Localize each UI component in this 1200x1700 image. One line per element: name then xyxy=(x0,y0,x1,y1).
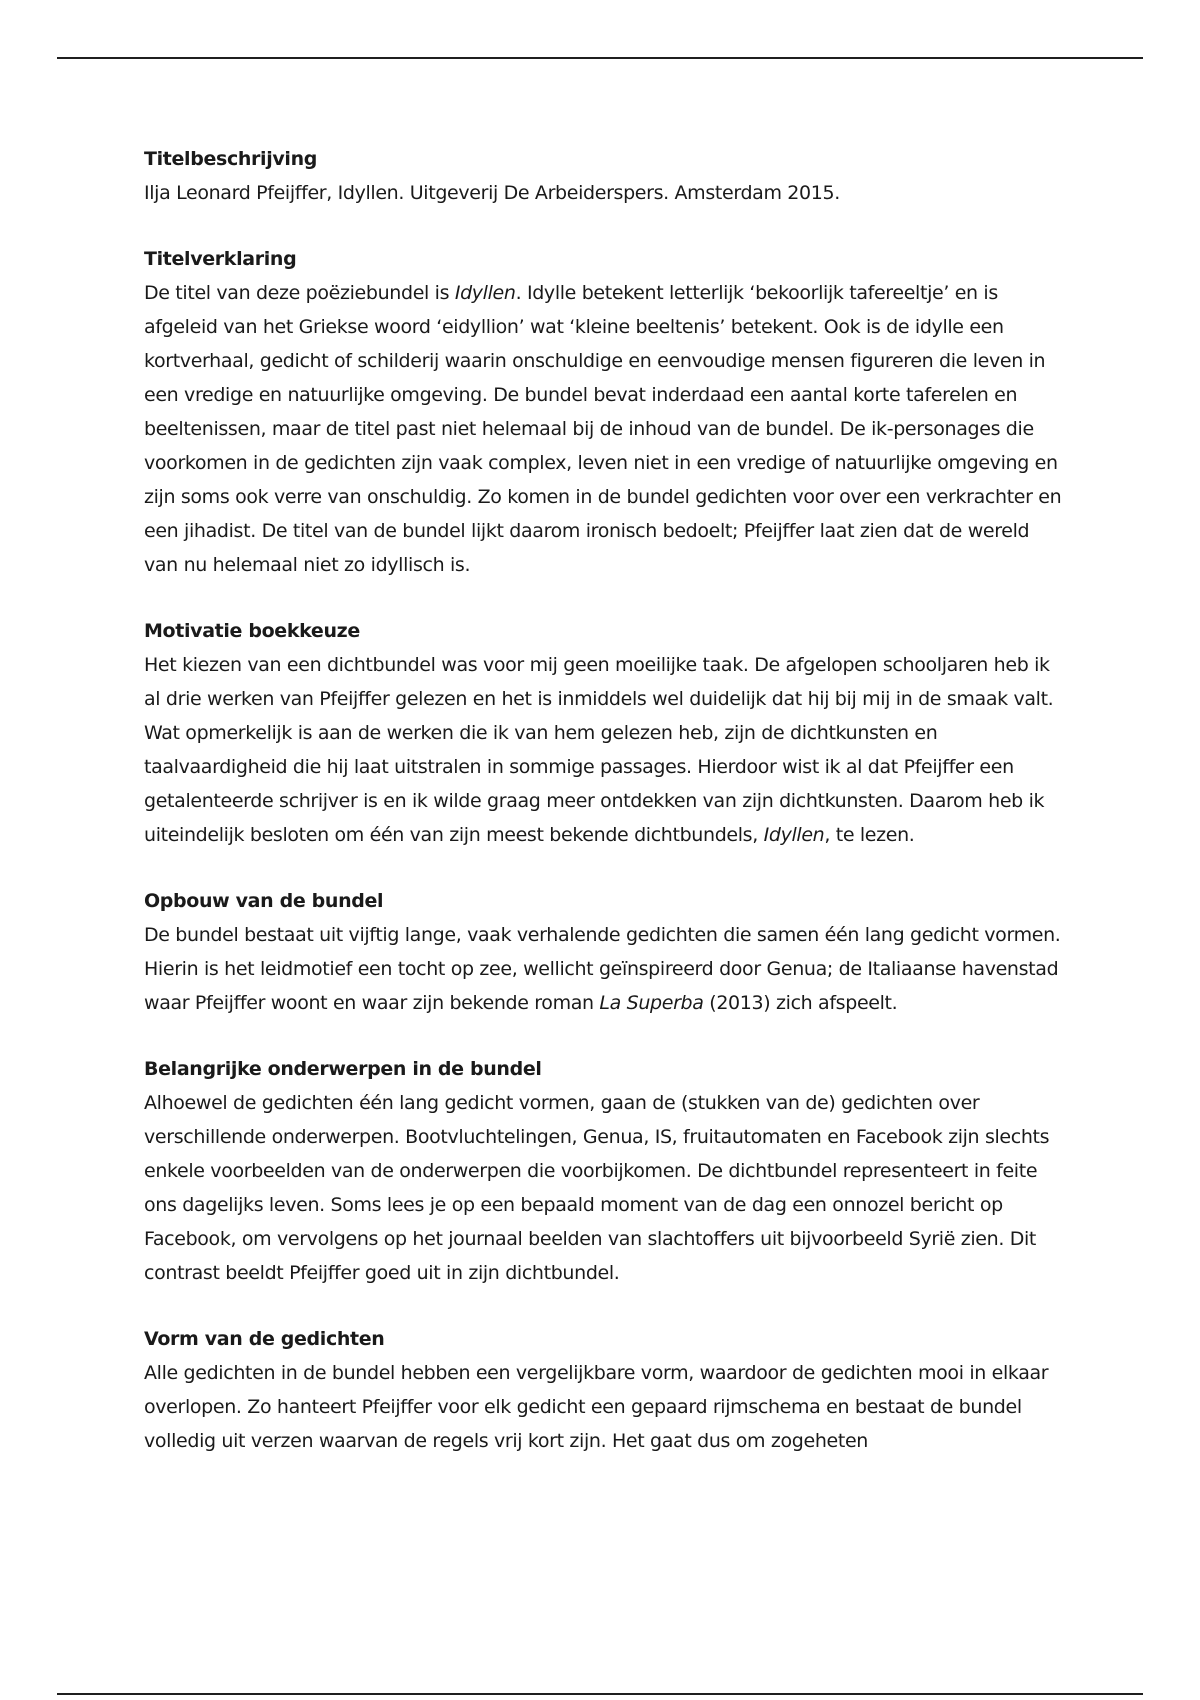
section-heading: Opbouw van de bundel xyxy=(144,890,384,912)
italic-title: La Superba xyxy=(599,992,704,1014)
section-heading: Titelverklaring xyxy=(144,248,297,270)
section-paragraph xyxy=(144,1356,1064,1458)
text-run: Het kiezen van een dichtbundel was voor mij geen moeilijke taak. De afgelopen schooljaren heb ik al drie werken van Pfeijffer gelezen en het is inmiddels wel duidelijk dat hij bij mij in de smaak valt. Wat opmerkelijk is aan de werken die ik van hem gelezen heb, zijn de dichtkunsten en taalvaardigheid die hij laat uitstralen in sommige passages. Hierdoor wist ik al dat Pfeijffer een getalenteerde schrijver is en ik wilde graag meer ontdekken van zijn dichtkunsten. Daarom heb ik uiteindelijk besloten om één van zijn meest bekende dichtbundels, xyxy=(144,654,1054,846)
text-run: Alle gedichten in de bundel hebben een vergelijkbare vorm, waardoor de gedichten mooi in elkaar overlopen. Zo hanteert Pfeijffer voor elk gedicht een gepaard rijmschema en bestaat de bundel volledig uit verzen waarvan de regels vrij kort zijn. Het gaat dus om zogeheten xyxy=(144,1362,1049,1452)
section-paragraph xyxy=(144,1086,1064,1290)
italic-title: Idyllen xyxy=(454,282,516,304)
text-run: De titel van deze poëziebundel is xyxy=(144,282,455,304)
section-onderwerpen xyxy=(144,1052,1064,1290)
section-paragraph xyxy=(144,918,1064,1020)
text-run: De bundel bestaat uit vijftig lange, vaak verhalende gedichten die samen één lang gedicht vormen. Hierin is het leidmotief een tocht op zee, wellicht geïnspireerd door Genua; de Italiaanse havenstad waar Pfeijffer woont en waar zijn bekende roman xyxy=(144,924,1061,1014)
section-titelverklaring xyxy=(144,242,1064,582)
section-motivatie-boekkeuze xyxy=(144,614,1064,852)
italic-title: Idyllen xyxy=(763,824,825,846)
section-heading: Vorm van de gedichten xyxy=(144,1328,385,1350)
header-rule xyxy=(57,57,1143,59)
text-run: Alhoewel de gedichten één lang gedicht vormen, gaan de (stukken van de) gedichten over verschillende onderwerpen. Bootvluchtelingen, Genua, IS, fruitautomaten en Facebook zijn slechts enkele voorbeelden van de onderwerpen die voorbijkomen. De dichtbundel representeert in feite ons dagelijks leven. Soms lees je op een bepaald moment van de dag een onnozel bericht op Facebook, om vervolgens op het journaal beelden van slachtoffers uit bijvoorbeeld Syrië zien. Dit contrast beeldt Pfeijffer goed uit in zijn dichtbundel. xyxy=(144,1092,1050,1284)
section-paragraph xyxy=(144,648,1064,852)
section-vorm xyxy=(144,1322,1064,1458)
section-paragraph xyxy=(144,176,1064,210)
section-opbouw xyxy=(144,884,1064,1020)
text-run: (2013) zich afspeelt. xyxy=(703,992,898,1014)
text-run: , te lezen. xyxy=(824,824,915,846)
section-paragraph xyxy=(144,276,1064,582)
document-body xyxy=(144,142,1064,1490)
section-heading: Motivatie boekkeuze xyxy=(144,620,360,642)
text-run: . Idylle betekent letterlijk ‘bekoorlijk tafereeltje’ en is afgeleid van het Griekse woord ‘eidyllion’ wat ‘kleine beeltenis’ betekent. Ook is de idylle een kortverhaal, gedicht of schilderij waarin onschuldige en eenvoudige mensen figureren die leven in een vredige en natuurlijke omgeving. De bundel bevat inderdaad een aantal korte taferelen en beeltenissen, maar de titel past niet helemaal bij de inhoud van de bundel. De ik-personages die voorkomen in de gedichten zijn vaak complex, leven niet in een vredige of natuurlijke omgeving en zijn soms ook verre van onschuldig. Zo komen in de bundel gedichten voor over een verkrachter en een jihadist. De titel van de bundel lijkt daarom ironisch bedoelt; Pfeijffer laat zien dat de wereld van nu helemaal niet zo idyllisch is. xyxy=(144,282,1062,576)
section-titelbeschrijving xyxy=(144,142,1064,210)
footer-rule xyxy=(57,1693,1143,1695)
section-heading: Belangrijke onderwerpen in de bundel xyxy=(144,1058,542,1080)
section-heading: Titelbeschrijving xyxy=(144,148,318,170)
text-run: Ilja Leonard Pfeijffer, Idyllen. Uitgeverij De Arbeiderspers. Amsterdam 2015. xyxy=(144,182,840,204)
